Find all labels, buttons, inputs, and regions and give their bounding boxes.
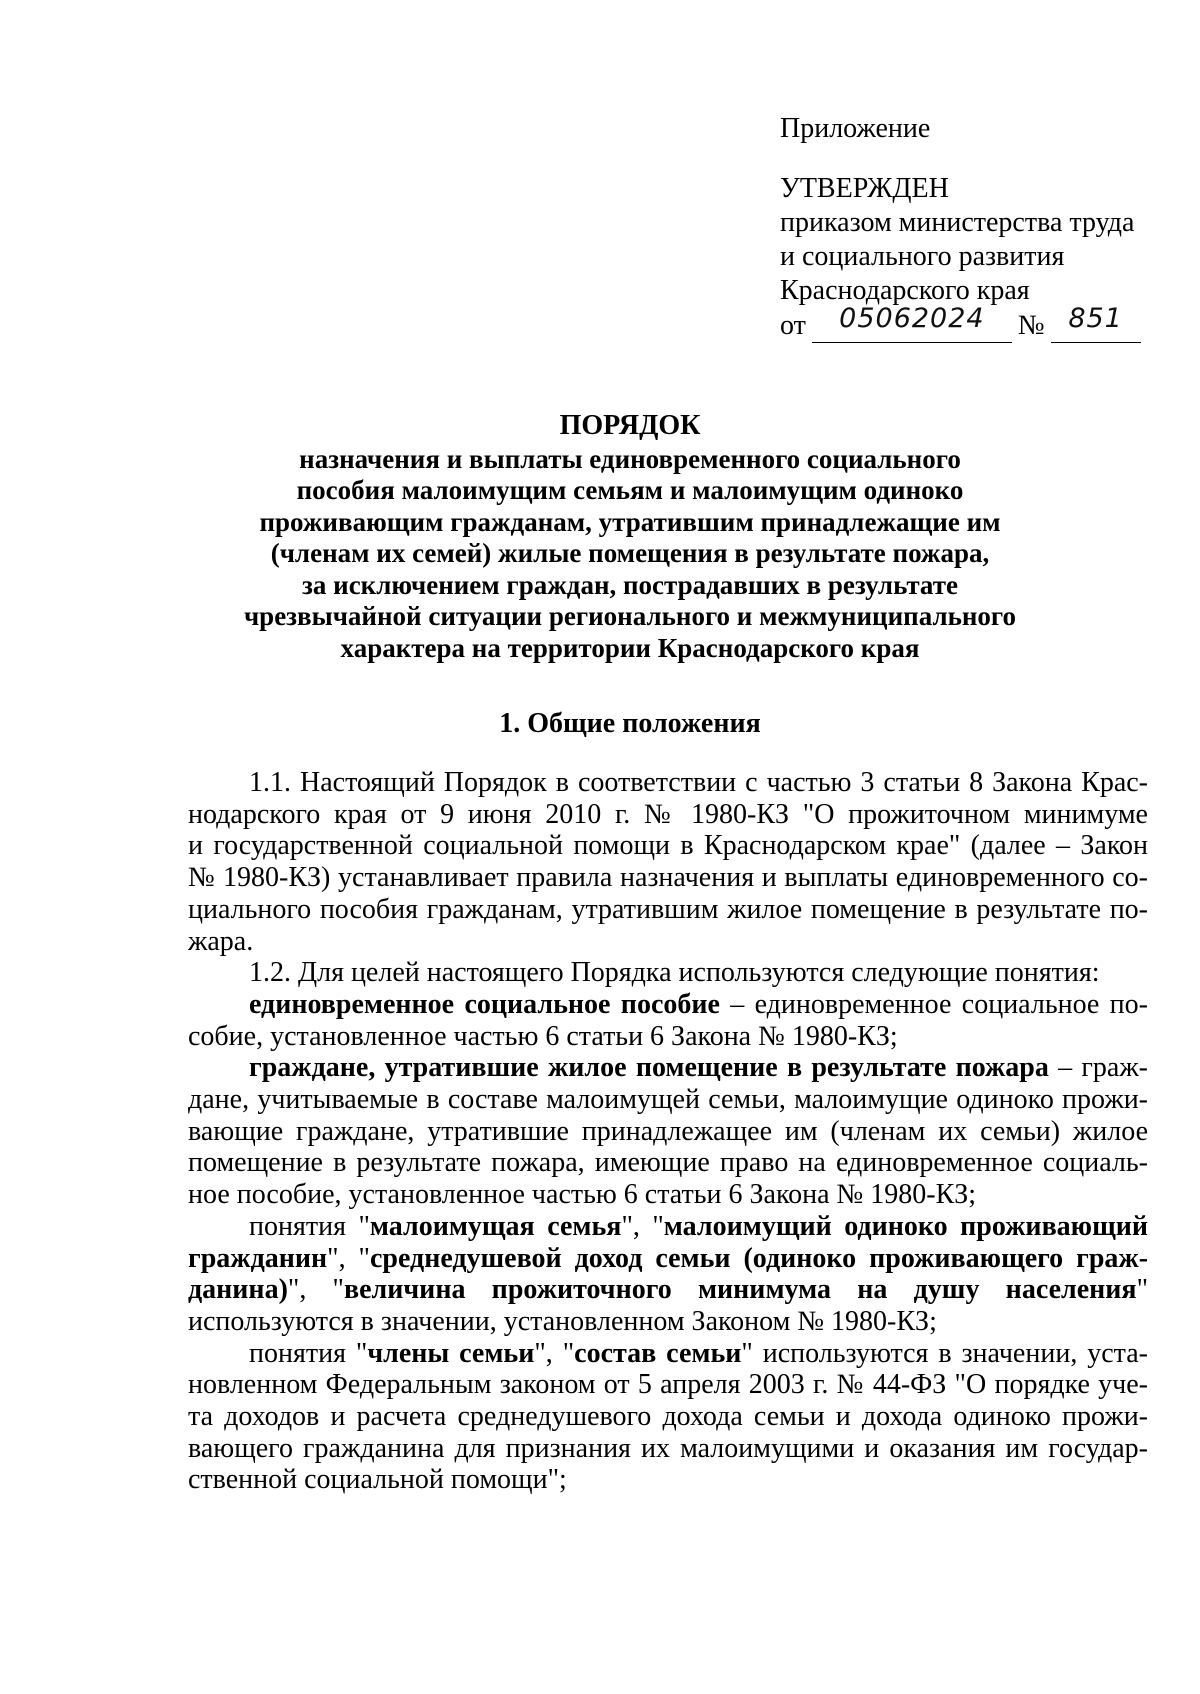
defined-term: единовременное социальное пособие [249, 988, 720, 1020]
title-line-4: (членам их семей) жилые помещения в результате пожара, [270, 538, 990, 568]
title-line-3: проживающим гражданам, утратившим принадлежащие им [259, 506, 1001, 537]
body-line: единовременное социальное пособие – единовременное социальное по- [249, 988, 1148, 1020]
defined-term: члены семьи [367, 1337, 535, 1369]
body-line: помещение в результате пожара, имеющие право на единовременное социаль- [188, 1147, 1148, 1179]
body-line: собие, установленное частью 6 статьи 6 Закона № 1980-КЗ; [188, 1020, 898, 1052]
body-line: дане, учитываемые в составе малоимущей семьи, малоимущие одиноко прожи- [188, 1084, 1148, 1116]
approval-line-1: приказом министерства труда [780, 207, 1135, 238]
appendix-label: Приложение [780, 113, 931, 144]
body-line: новленном Федеральным законом от 5 апреля 2003 г. № 44-ФЗ "О порядке уче- [188, 1369, 1148, 1401]
body-line: № 1980-КЗ) устанавливает правила назначения и выплаты единовременного со- [188, 862, 1148, 894]
document-title [150, 410, 1110, 664]
title-line-7: характера на территории Краснодарского края [340, 632, 920, 663]
title-line-5: за исключением граждан, пострадавших в результате [302, 569, 958, 600]
body-line: та доходов и расчета среднедушевого дохода семьи и дохода одиноко прожи- [188, 1401, 1148, 1433]
body-line: и государственной социальной помощи в Краснодарском крае" (далее – Закон [188, 830, 1148, 862]
defined-term: малоимущая семья [369, 1210, 622, 1242]
approval-line-2: и социального развития [780, 241, 1065, 272]
title-main: ПОРЯДОК [559, 410, 701, 441]
defined-term: среднедушевой доход семьи (одиноко проживающего граж- [369, 1242, 1149, 1274]
body-line: ственной социальной помощи"; [188, 1464, 567, 1496]
order-date-number-line [780, 303, 1160, 343]
approval-block [780, 112, 1160, 343]
body-line: данина)", "величина прожиточного минимума на душу населения" [188, 1274, 1148, 1306]
defined-term: граждане, утратившие жилое помещение в результате пожара [249, 1052, 1049, 1084]
body-line: гражданин", "среднедушевой доход семьи (одиноко проживающего граж- [188, 1242, 1149, 1274]
section-heading: 1. Общие положения [499, 708, 761, 739]
title-line-2: пособия малоимущим семьям и малоимущим одиноко [296, 475, 964, 505]
from-label: от [780, 310, 806, 341]
order-date-field [812, 303, 1012, 343]
body-line: вающего гражданина для признания их малоимущими и оказания им государ- [188, 1432, 1148, 1464]
body-line: понятия "члены семьи", "состав семьи" используются в значении, уста- [249, 1337, 1148, 1369]
number-label: № [1017, 310, 1045, 341]
approval-line-3: Краснодарского края [780, 275, 1030, 306]
title-line-6: чрезвычайной ситуации регионального и межмуниципального [243, 601, 1017, 631]
body-line: нодарского края от 9 июня 2010 г. № 1980-КЗ "О прожиточном минимуме [188, 798, 1148, 830]
defined-term: величина прожиточного минимума на душу населения [344, 1274, 1137, 1306]
approved-heading: УТВЕРЖДЕН [780, 173, 949, 204]
defined-term: данина) [188, 1274, 288, 1306]
handwritten-date: 05062024 [839, 303, 985, 334]
defined-term: малоимущий одиноко проживающий [663, 1210, 1148, 1242]
body-line: ное пособие, установленное частью 6 статьи 6 Закона № 1980-КЗ; [188, 1179, 977, 1211]
body-line: циального пособия гражданам, утратившим жилое помещение в результате по- [188, 893, 1148, 925]
body-line: используются в значении, установленном Законом № 1980-КЗ; [188, 1305, 937, 1337]
body-line: 1.1. Настоящий Порядок в соответствии с частью 3 статьи 8 Закона Крас- [249, 767, 1148, 798]
body-line: понятия "малоимущая семья", "малоимущий одиноко проживающий [249, 1210, 1148, 1242]
body-line: 1.2. Для целей настоящего Порядка используются следующие понятия: [249, 957, 1100, 989]
body-line: граждане, утратившие жилое помещение в результате пожара – граж- [249, 1052, 1148, 1084]
defined-term: состав семьи [574, 1337, 742, 1369]
order-number-field [1051, 303, 1141, 343]
document-body [188, 767, 1148, 1496]
handwritten-number: 851 [1068, 303, 1123, 334]
body-line: вающие граждане, утратившие принадлежащее им (членам их семьи) жилое [188, 1115, 1148, 1147]
defined-term: гражданин [188, 1242, 328, 1274]
title-line-1: назначения и выплаты единовременного социального [299, 443, 961, 474]
body-line: жара. [188, 925, 254, 957]
